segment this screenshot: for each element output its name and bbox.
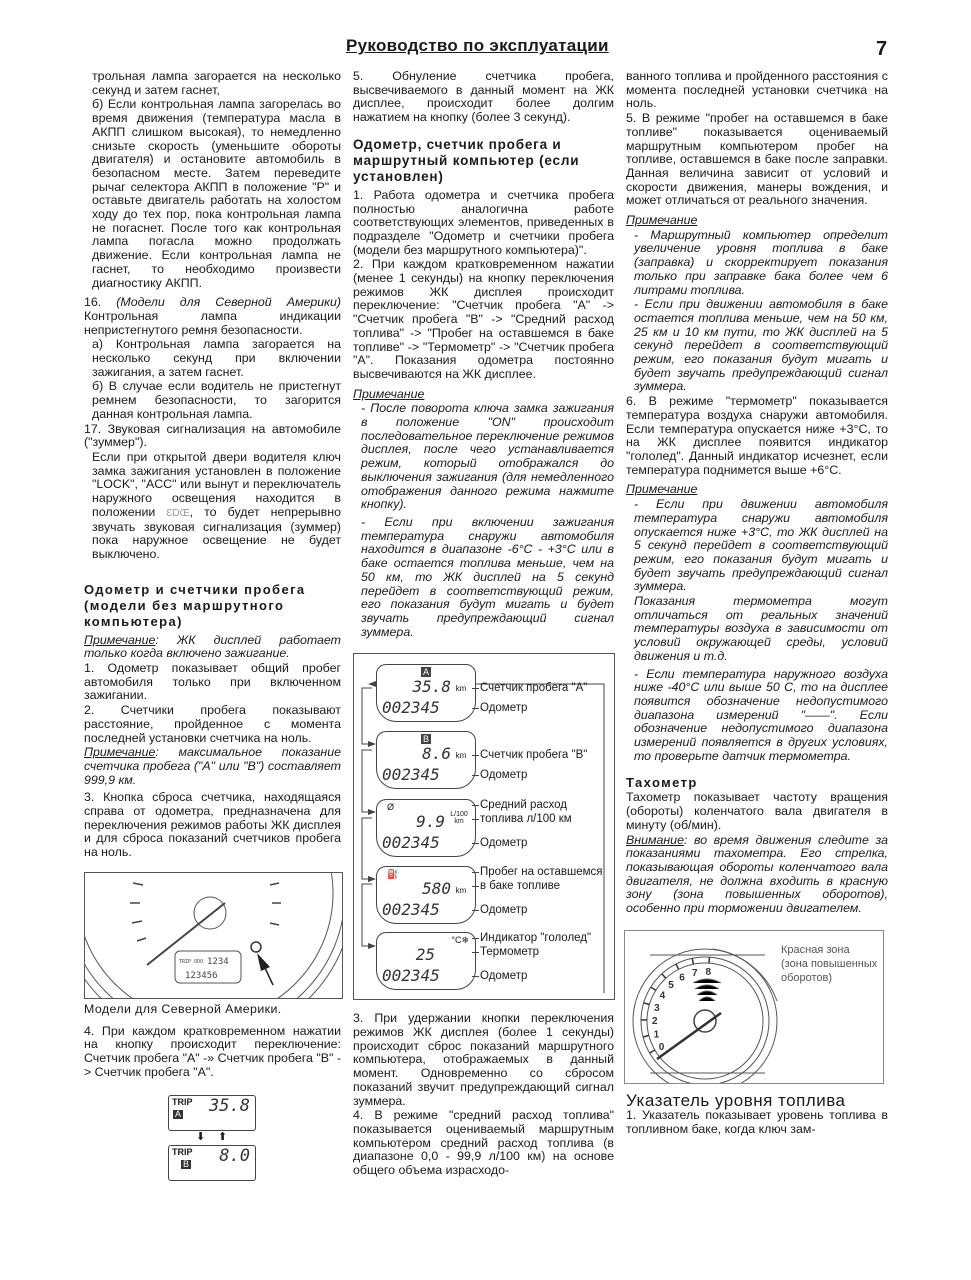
paragraph: 6. В режиме "термометр" показывается температура воздуха снаружи автомобиля. Если температура опускается ниже +3°C, то на ЖК дисплее появится индикатор "гололед". Данный индикатор исчезнет, если температура поднимется выше +6°C.	[626, 394, 888, 477]
column-2	[353, 70, 614, 1179]
headlight-switch-icon: ƐDŒ	[166, 507, 190, 519]
trip-b-badge: B	[183, 1159, 190, 1170]
tach-tick-mark	[676, 964, 679, 969]
note: - Маршрутный компьютер определит увеличение уровня топлива в баке (заправка) и скорректирует показания только при заправке бака более чем 6 литрами топлива.	[634, 227, 888, 297]
mode-label: Одометр	[480, 837, 528, 850]
trip-b-display	[168, 1145, 256, 1181]
paragraph: а) Контрольная лампа загорается на несколько секунд при включении зажигания, а затем гаснет.	[92, 337, 341, 379]
mode-label: Средний расход	[480, 799, 567, 812]
trip-b-value: 8.0	[219, 1146, 250, 1167]
tach-tick-label: 7	[692, 967, 698, 979]
mode-label: Одометр	[480, 904, 528, 917]
odometer-value: 002345	[382, 765, 440, 785]
trip-label: TRIP	[172, 1147, 193, 1158]
paragraph: трольная лампа загорается на несколько секунд и затем гаснет,	[92, 69, 341, 97]
mode-label: Термометр	[480, 946, 540, 959]
tach-tick-mark	[643, 1035, 649, 1037]
leader-line	[472, 688, 479, 689]
tach-tick-mark	[662, 974, 666, 978]
mode-unit: km	[455, 684, 467, 694]
paragraph: б) Если контрольная лампа загорелась во время движения (температура масла в АКПП слишком высокая), то немедленно снизьте скорость (уменьшите обороты двигателя) и остановите автомобиль в безопасном месте. Затем переведите рычаг селектора АКПП в положение "P" и оставьте двигатель работать на холостом ходу до тех пор, пока контрольная лампа не погаснет. После того как контрольная лампа погасла можно продолжать движение. Если контрольная лампа не гаснет, то необходимо произвести диагностику АКПП.	[92, 97, 341, 290]
text: , то будет непрерывно звучать звуковая сигнализация (зуммер) пока наружное освещение не будет выключено.	[92, 504, 342, 561]
leader-line	[472, 938, 479, 939]
leader-line	[472, 843, 479, 844]
paragraph: Тахометр показывает частоту вращения (обороты) коленчатого вала двигателя в минуту (об/мин).	[626, 790, 888, 832]
mode-label: Пробег на оставшемся	[480, 866, 603, 879]
mode-value: 580	[422, 879, 451, 899]
column-3	[626, 70, 888, 1138]
leader-line	[472, 910, 479, 911]
mode-unit: km	[455, 886, 467, 896]
note: - Если при включении зажигания температура снаружи автомобиля находится в диапазоне -6°C - +3°C или в баке остается топлива меньше, чем на 50 км, то ЖК дисплей на 5 секунд перейдет в соответствующий режим, его показания будут мигать и будет звучать предупреждающий сигнал зуммера.	[361, 514, 614, 639]
tach-tick-mark	[644, 1003, 650, 1005]
paragraph: 3. При удержании кнопки переключения режимов ЖК дисплея (более 1 секунды) происходит сброс показаний маршрутного компьютера, отображаемых в данный момент. Одновременно со сбросом показаний звучит предупреждающий сигнал зуммера.	[353, 1011, 614, 1108]
attention	[626, 834, 888, 916]
page-number: 7	[876, 38, 888, 60]
lcd-display-mode-5	[376, 932, 476, 990]
tach-tick-mark	[692, 958, 693, 964]
note-text: : максимальное показание счетчика пробега ("A" или "B") составляет 999,9 км.	[84, 745, 341, 787]
mode-label: Индикатор "гололед"	[480, 932, 592, 945]
arrow-down-icon: ⬇	[196, 1131, 206, 1144]
cluster-trip-value: 1234	[207, 956, 229, 967]
mode-unit: L/100 km	[450, 811, 468, 826]
lcd-display-mode-2	[376, 731, 476, 789]
tach-tick-label: 6	[679, 972, 685, 984]
note-label: Примечание	[84, 632, 156, 647]
paragraph-16	[84, 296, 341, 337]
note-label: Примечание	[626, 213, 698, 228]
note-text: : ЖК дисплей работает только когда включено зажигание.	[84, 632, 341, 661]
mode-icon: ⛽	[387, 869, 399, 880]
trip-a-display	[168, 1095, 256, 1131]
mode-icon: A	[423, 667, 430, 678]
lcd-display-mode-1	[376, 664, 476, 722]
cluster-trip-label: TRIP ODO	[179, 958, 204, 965]
note	[84, 634, 341, 661]
leader-line	[472, 819, 479, 820]
mode-value: 9.9	[416, 812, 445, 832]
odometer-value: 002345	[382, 698, 440, 718]
mode-icon: B	[423, 734, 430, 745]
paragraph: 5. Обнуление счетчика пробега, высвечиваемого в данный момент на ЖК дисплее, происходит более долгим нажатием на кнопку (более 3 секунд).	[353, 69, 614, 125]
tach-tick-mark	[650, 1050, 655, 1053]
tach-tick-label: 1	[653, 1029, 660, 1041]
mode-label: Одометр	[480, 702, 528, 715]
mode-label: Одометр	[480, 769, 528, 782]
note: - Если при движении автомобиля в баке остается топлива меньше, чем на 50 км, 25 км и 10 км пути, то ЖК дисплей на 5 секунд перейдет в соответствующий режим, его показания будут мигать и будет звучать предупреждающий сигнал зуммера.	[634, 297, 888, 394]
mode-value: 35.8	[412, 677, 451, 697]
item-text: Контрольная лампа индикации непристегнутого ремня безопасности.	[84, 308, 341, 337]
paragraph	[84, 451, 341, 562]
mode-icon: Ø	[387, 802, 395, 813]
leader-line	[472, 775, 479, 776]
attention-text: : во время движения следите за показаниями тахометра. Его стрелка, показывающая обороты коленчатого вала двигателя, не должна входить в красную зону (зона повышенных оборотов), особенно при торможении двигателем.	[626, 832, 888, 916]
trip-label: TRIP	[172, 1097, 193, 1108]
paragraph: 4. При каждом кратковременном нажатии на кнопку происходит переключение: Счетчик пробега "A" -» Счетчик пробега "B" -> Счетчик пробега "A".	[84, 1023, 341, 1079]
column-1	[84, 70, 341, 1185]
note: - Если температура наружного воздуха ниже -40°C или выше 50 C, то на дисплее появится обозначение недопустимого диапазона измерений "——". Если обозначение недопустимого диапазона измерений появляется в других условиях, то проверьте датчик термометра.	[634, 666, 888, 763]
note-label: Примечание	[626, 482, 698, 497]
paragraph: 1. Одометр показывает общий пробег автомобиля только при включенном зажигании.	[84, 661, 341, 703]
paragraph: 1. Работа одометра и счетчика пробега полностью аналогична работе соответствующих элементов, приведенных в подразделе "Одометр и счетчики пробега (модели без маршрутного компьютера)".	[353, 187, 614, 257]
paragraph: 5. В режиме "пробег на оставшемся в баке топливе" показывается оцениваемый маршрутным компьютером пробег на топливе, оставшемся в баке после заправки. Данная величина зависит от условий и скорости движения, манеры вождения, и может отличаться от реального значения.	[626, 111, 888, 208]
tach-tick-mark	[651, 987, 656, 990]
leader-line	[472, 952, 479, 953]
attention-label: Внимание	[626, 832, 684, 847]
paragraph: 4. В режиме "средний расход топлива" показывается оцениваемый маршрутным компьютером средний расход топлива (в диапазоне 0,0 - 99,9 л/100 км) на основе общего объема израсходо-	[353, 1108, 614, 1178]
reset-button-arrow-icon	[257, 953, 270, 971]
tach-tick-label: 2	[652, 1015, 658, 1027]
section-title: Одометр и счетчики пробега (модели без маршрутного компьютера)	[84, 581, 306, 629]
mode-label: топлива л/100 км	[480, 813, 572, 826]
mode-value: 25	[415, 945, 435, 965]
leader-line	[472, 886, 479, 887]
odometer-value: 002345	[382, 833, 440, 853]
paragraph: 2. При каждом кратковременном нажатии (менее 1 секунды) на кнопку переключения режимов ЖК дисплея происходит переключение: "Счетчик пробега "A" -> "Счетчик пробега "B" -> "Средний расход топлива" -> "Пробег на оставшемся в баке топливе" -> "Термометр" -> "Счетчик пробега "A". Показания одометра постоянно высвечиваются на ЖК дисплее.	[353, 257, 614, 381]
note: Показания термометра могут отличаться от реальных значений температуры воздуха в зависимости от условий окружающей среды, условий движения и т.д.	[634, 594, 888, 663]
tach-tick-mark	[709, 957, 710, 963]
page-header-title: Руководство по эксплуатации	[346, 36, 609, 55]
lcd-display-mode-4	[376, 866, 476, 924]
paragraph-17: 17. Звуковая сигнализация на автомобиле ("зуммер").	[84, 421, 341, 450]
trip-a-value: 35.8	[209, 1096, 250, 1117]
mode-label: Одометр	[480, 970, 528, 983]
odometer-value: 002345	[382, 966, 440, 986]
text: Если при открытой двери водителя ключ замка зажигания установлен в положение "LOCK", "ACC" или вынут и переключатель наружного освещения находится в положении	[92, 449, 341, 519]
tach-tick-label: 8	[705, 966, 712, 978]
leader-line	[472, 872, 479, 873]
tachometer-figure	[624, 930, 884, 1084]
paragraph: б) В случае если водитель не пристегнут ремнем безопасности, то загорится данная контрольная лампа.	[92, 379, 341, 421]
note-label: Примечание	[84, 745, 156, 760]
paragraph: 3. Кнопка сброса счетчика, находящаяся справа от одометра, предназначена для переключения режимов работы ЖК дисплея и для сброса показаний счетчиков пробега на ноль.	[84, 790, 341, 860]
note-label: Примечание	[353, 386, 425, 401]
item-number: 16.	[84, 295, 102, 310]
trip-switch-figure	[84, 1095, 341, 1185]
mode-label: Счетчик пробега "B"	[480, 749, 588, 762]
tach-tick-label: 0	[658, 1041, 665, 1053]
mode-value: 8.6	[422, 744, 451, 764]
leader-line	[472, 805, 479, 806]
trip-a-badge: A	[175, 1109, 182, 1120]
figure-caption: Модели для Северной Америки.	[84, 1001, 282, 1016]
section-title: Одометр, счетчик пробега и маршрутный компьютер (если установлен)	[353, 136, 580, 184]
red-zone-label: Красная зона (зона повышенных оборотов)	[781, 943, 878, 984]
leader-line	[472, 976, 479, 977]
paragraph: 1. Указатель показывает уровень топлива в топливном баке, когда ключ зам-	[626, 1108, 888, 1137]
mode-icon: °C❄	[451, 935, 469, 946]
section-title-tachometer: Тахометр	[626, 775, 698, 791]
tach-tick-label: 4	[659, 990, 666, 1002]
tach-tick-label: 3	[654, 1002, 660, 1014]
lcd-display-mode-3	[376, 799, 476, 857]
speedometer-drawing	[85, 873, 342, 998]
mode-label: в баке топливе	[480, 880, 561, 893]
cluster-odo-value: 123456	[185, 970, 218, 981]
arrow-up-icon: ⬆	[218, 1131, 228, 1144]
note: - После поворота ключа замка зажигания в положение "ON" происходит последовательное переключение режимов дисплея, после чего устанавливается режим, который отображался до выключения зажигания (для немедленного отображения данного режима нажмите кнопку).	[361, 401, 614, 512]
note	[84, 746, 341, 787]
paragraph: 2. Счетчики пробега показывают расстояние, пройденное с момента последней установки счетчика на ноль.	[84, 703, 341, 745]
leader-line	[472, 755, 479, 756]
paragraph: ванного топлива и пройденного расстояния с момента последней установки счетчика на ноль.	[626, 69, 888, 111]
mode-label: Счетчик пробега "A"	[480, 682, 588, 695]
odometer-value: 002345	[382, 900, 440, 920]
instrument-cluster-figure	[84, 872, 343, 999]
tach-tick-label: 5	[668, 979, 674, 991]
leader-line	[472, 708, 479, 709]
section-title-fuel-gauge: Указатель уровня топлива	[626, 1090, 846, 1110]
note: - Если при движении автомобиля температура снаружи автомобиля опускается ниже +3°C, то ЖК дисплей на 5 секунд перейдет в соответствующий режим, его показания будут мигать и будет звучать предупреждающий сигнал зуммера.	[634, 497, 888, 594]
display-modes-figure	[353, 653, 615, 1000]
italic-note: (Модели для Северной Америки)	[116, 295, 341, 310]
mode-unit: km	[455, 751, 467, 761]
